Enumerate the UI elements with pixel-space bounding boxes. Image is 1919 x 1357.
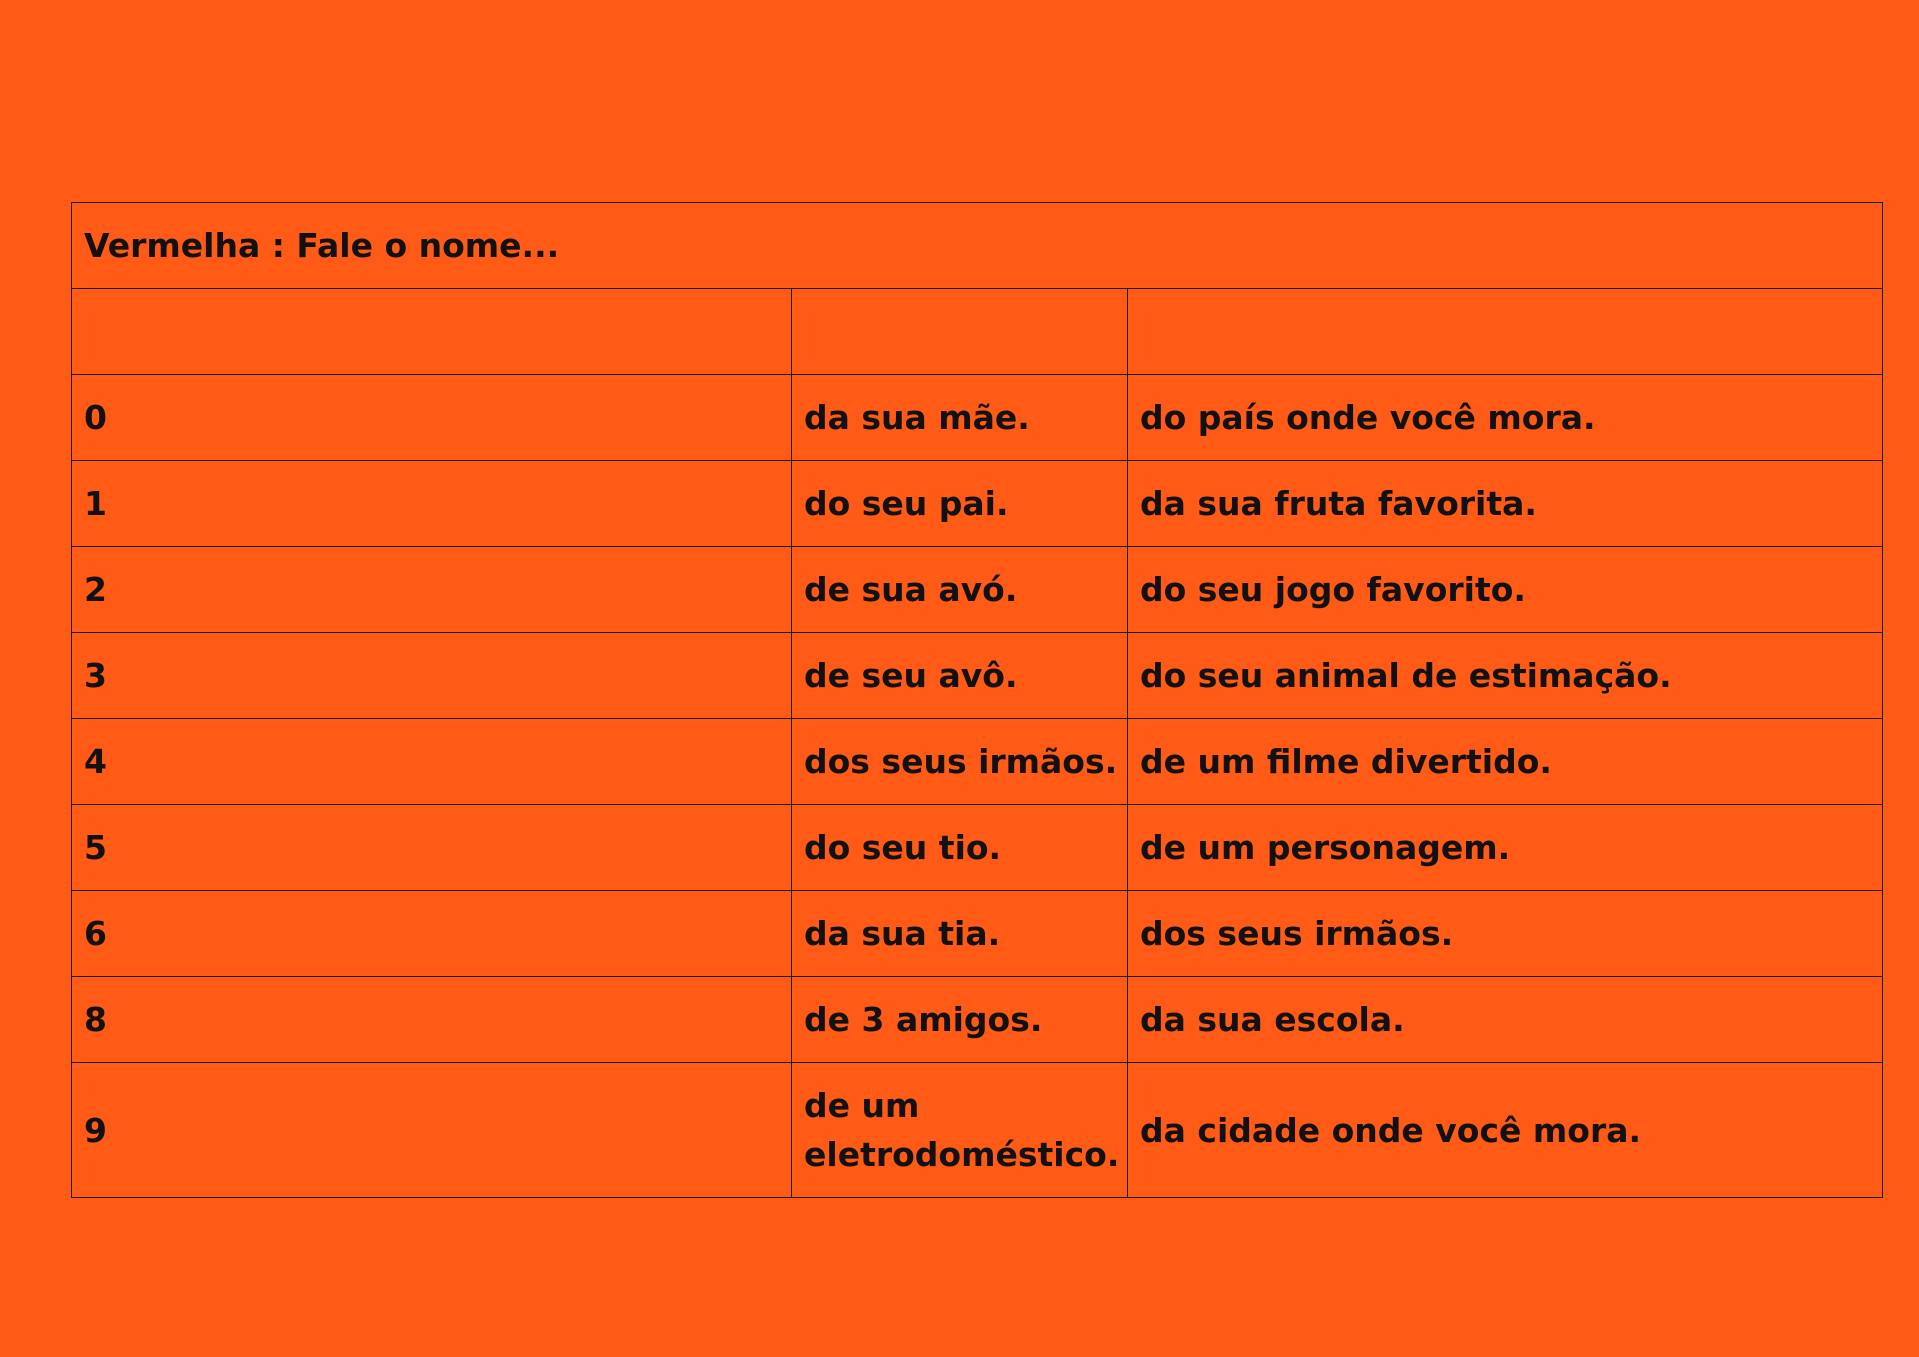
row-number: 4 [72, 719, 792, 805]
row-number: 5 [72, 805, 792, 891]
row-relative: do seu tio. [792, 805, 1128, 891]
row-number: 9 [72, 1063, 792, 1198]
table-row [72, 977, 1883, 1063]
row-number: 3 [72, 633, 792, 719]
row-topic: do país onde você mora. [1128, 375, 1883, 461]
row-topic: da sua fruta favorita. [1128, 461, 1883, 547]
row-topic: do seu animal de estimação. [1128, 633, 1883, 719]
prompt-table [71, 202, 1883, 1198]
row-topic: da cidade onde você mora. [1128, 1063, 1883, 1198]
row-relative: do seu pai. [792, 461, 1128, 547]
table-title: Vermelha : Fale o nome... [72, 203, 1883, 289]
row-topic: de um personagem. [1128, 805, 1883, 891]
row-number: 2 [72, 547, 792, 633]
row-topic: do seu jogo favorito. [1128, 547, 1883, 633]
row-topic: da sua escola. [1128, 977, 1883, 1063]
row-relative: de seu avô. [792, 633, 1128, 719]
empty-cell [1128, 289, 1883, 375]
table-row [72, 805, 1883, 891]
row-number: 6 [72, 891, 792, 977]
row-relative: da sua mãe. [792, 375, 1128, 461]
table-row [72, 633, 1883, 719]
row-number: 1 [72, 461, 792, 547]
table-row [72, 461, 1883, 547]
row-number: 0 [72, 375, 792, 461]
table-row [72, 375, 1883, 461]
table-row [72, 719, 1883, 805]
empty-cell [72, 289, 792, 375]
table-row [72, 547, 1883, 633]
row-relative: de sua avó. [792, 547, 1128, 633]
row-relative: de 3 amigos. [792, 977, 1128, 1063]
table-row [72, 1063, 1883, 1198]
row-relative: de um eletrodoméstico. [792, 1063, 1128, 1198]
row-relative: dos seus irmãos. [792, 719, 1128, 805]
table-empty-row [72, 289, 1883, 375]
table-title-row [72, 203, 1883, 289]
row-number: 8 [72, 977, 792, 1063]
table-row [72, 891, 1883, 977]
row-relative: da sua tia. [792, 891, 1128, 977]
row-topic: dos seus irmãos. [1128, 891, 1883, 977]
empty-cell [792, 289, 1128, 375]
row-topic: de um filme divertido. [1128, 719, 1883, 805]
